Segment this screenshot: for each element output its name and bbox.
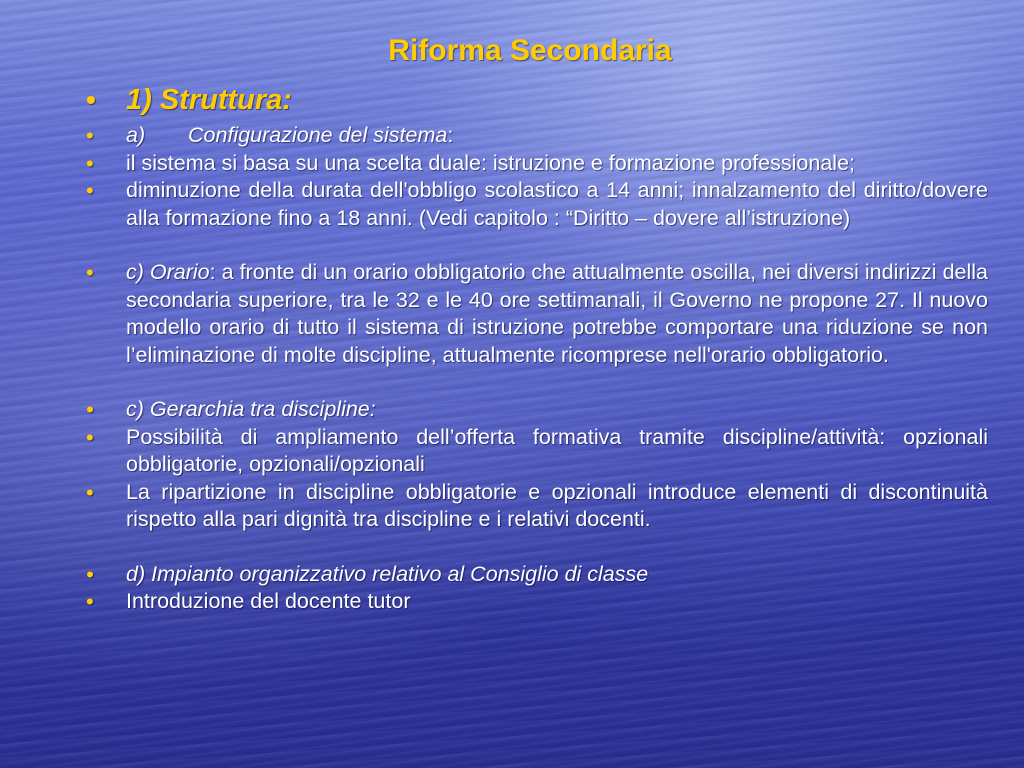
section-heading: 1) Struttura: [126, 84, 292, 116]
bullet-icon: • [86, 260, 94, 285]
bullet-item-orario [86, 259, 988, 369]
bullet-item-sistema-duale [86, 150, 988, 178]
bullet-icon: • [86, 479, 94, 505]
item-text: c) Gerarchia tra discipline: [126, 397, 376, 421]
item-text: La ripartizione in discipline obbligatorie e opzionali introduce elementi di discontinuità rispetto alla pari dignità tra discipline e i relativi docenti. [126, 479, 988, 531]
item-text: : a fronte di un orario obbligatorio che attualmente oscilla, nei diversi indirizzi della secondaria superiore, tra le 32 e le 40 ore settimanali, il Governo ne propone 27. Il nuovo modello orario di tutto il sistema di istruzione potrebbe comportare una riduzione se non l’eliminazione di molte discipline, attualmente ricomprese nell'orario obbligatorio. [126, 260, 989, 367]
bullet-item-ripartizione [86, 479, 988, 534]
bullet-icon: • [86, 123, 94, 148]
bullet-item-ampliamento [86, 424, 988, 479]
item-text: Possibilità di ampliamento dell’offerta formativa tramite discipline/attività: opzionali obbligatorie, opzionali/opzionali [126, 424, 988, 476]
bullet-icon: • [86, 178, 94, 203]
spacer [86, 369, 988, 396]
item-text: diminuzione della durata dell'obbligo scolastico a 14 anni; innalzamento del diritto/dovere alla formazione fino a 18 anni. (Vedi capitolo : “Diritto – dovere all’istruzione) [126, 178, 988, 230]
bullet-icon: • [86, 150, 94, 176]
item-text: il sistema si basa su una scelta duale: istruzione e formazione professionale; [126, 150, 855, 175]
item-italic-label: c) Orario [126, 260, 210, 284]
spacer [86, 534, 988, 561]
slide-title: Riforma Secondaria [388, 34, 672, 67]
bullet-icon: • [86, 397, 94, 422]
item-prefix: a) [126, 123, 146, 147]
bullet-item-tutor [86, 588, 988, 616]
item-text: d) Impianto organizzativo relativo al Consiglio di classe [126, 561, 649, 586]
item-text: Introduzione del docente tutor [126, 589, 411, 613]
bullet-item-configurazione [86, 122, 988, 150]
bullet-item-obbligo [86, 177, 988, 232]
bullet-item-struttura [86, 82, 988, 118]
bullet-item-impianto [86, 561, 988, 589]
item-italic-label: Configurazione del sistema [188, 123, 448, 147]
bullet-icon: • [86, 561, 94, 587]
bullet-icon: • [86, 589, 94, 614]
bullet-icon: • [86, 84, 96, 115]
slide-content [86, 82, 988, 616]
bullet-icon: • [86, 424, 94, 450]
bullet-item-gerarchia [86, 396, 988, 424]
spacer [86, 232, 988, 259]
item-text: : [447, 123, 454, 147]
